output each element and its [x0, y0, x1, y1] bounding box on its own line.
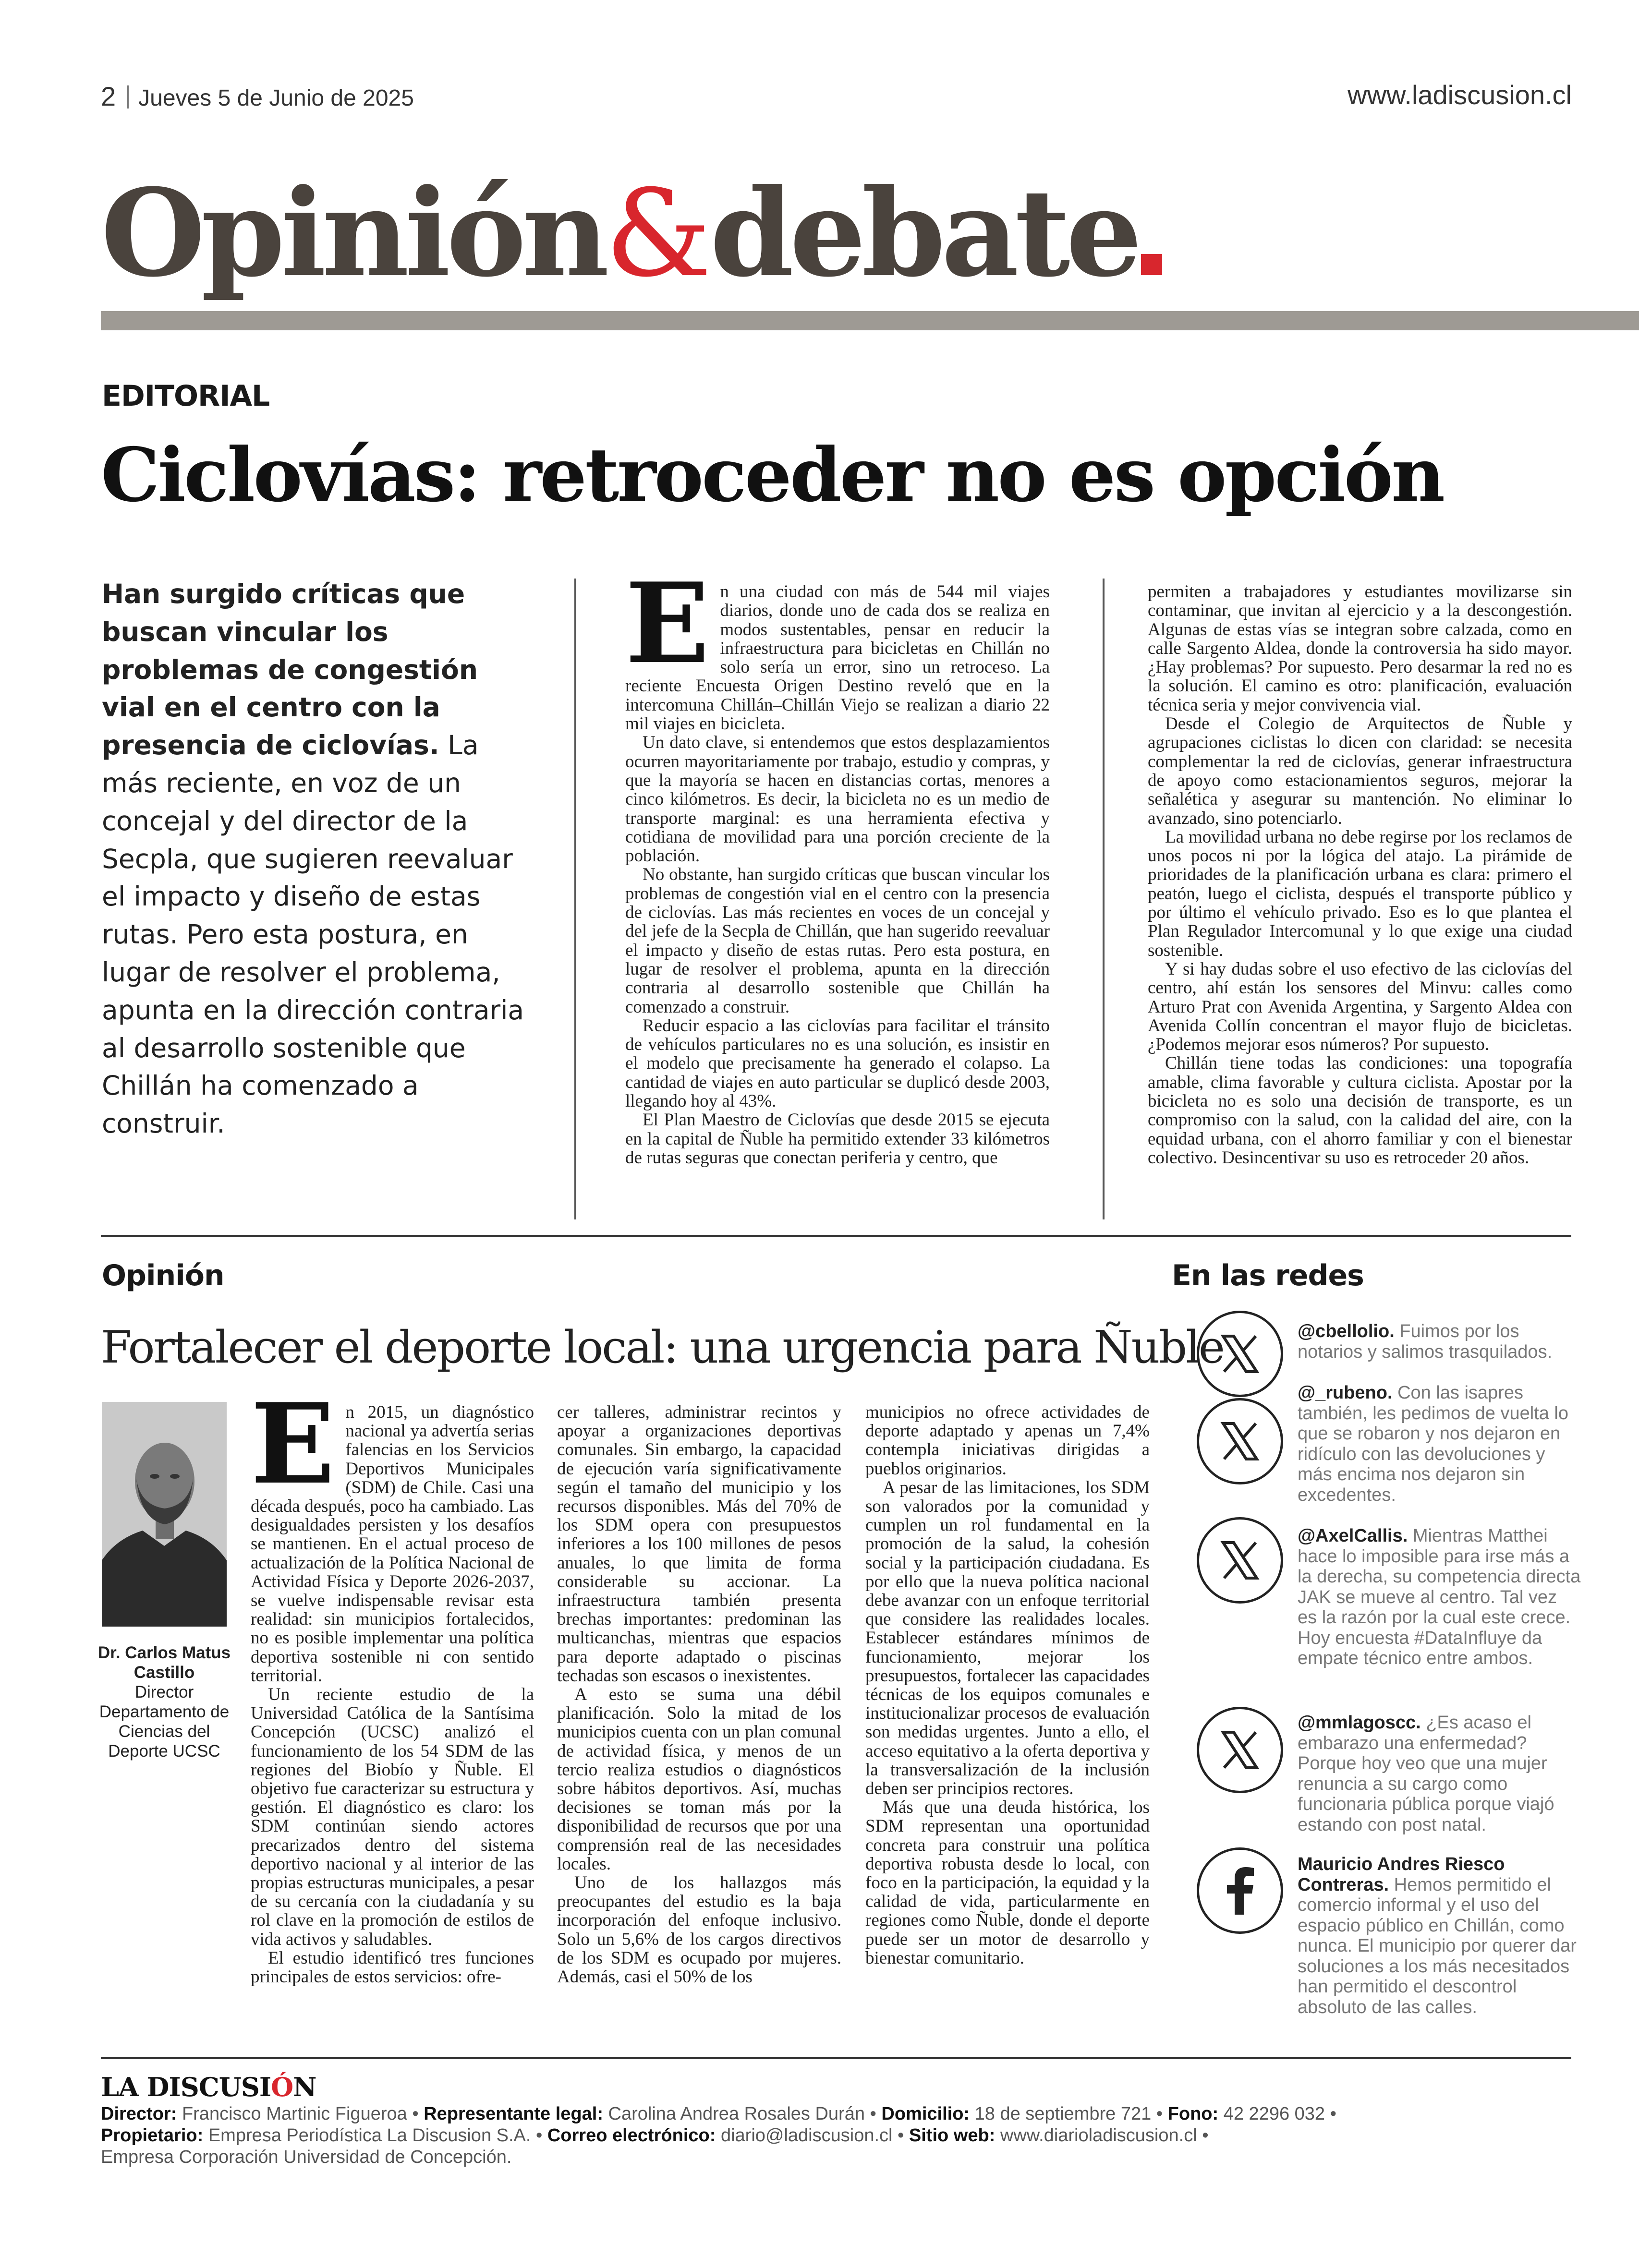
drop-cap: E	[625, 559, 710, 688]
x-logo-icon	[1197, 1398, 1283, 1484]
imprint-corporation: Empresa Corporación Universidad de Concepción.	[101, 2147, 512, 2167]
column-divider	[574, 579, 576, 1219]
author-role: Director Departamento de Ciencias del Deporte UCSC	[99, 1683, 230, 1761]
post-text: Fuimos por los notarios y salimos trasquilados.	[1298, 1321, 1553, 1362]
imprint-website[interactable]: www.diarioladiscusion.cl	[1000, 2125, 1197, 2146]
author-photo	[102, 1402, 227, 1627]
x-logo-icon	[1197, 1707, 1283, 1793]
paragraph: El Plan Maestro de Ciclovías que desde 2015 se ejecuta en la capital de Ñuble ha permitido extender 33 kilómetros de rutas seguras que conectan periferia y centro, que	[625, 1110, 1050, 1168]
imprint-email[interactable]: diario@ladiscusion.cl	[720, 2125, 893, 2146]
editorial-column-1	[625, 559, 1050, 1168]
paragraph: Y si hay dudas sobre el uso efectivo de las ciclovías del centro, ahí están los sensores del Minvu: calles como Arturo Prat con Avenida Argentina, y Sargento Aldea con Avenida Collín concentran el mayor flujo de bicicletas. ¿Podemos mejorar esos números? Por supuesto.	[1148, 959, 1572, 1055]
page-folio	[101, 81, 414, 112]
post-handle[interactable]: Mauricio Andres Riesco Contreras.	[1298, 1854, 1505, 1895]
post-text: Mientras Matthei hace lo imposible para irse más a la derecha, su competencia directa JAK se mueve al centro. Tal vez es la razón por la cual este crece. Hoy encuesta #DataInfluye da empate técnico entre ambos.	[1298, 1526, 1581, 1668]
opinion-column-3	[865, 1403, 1150, 1967]
paragraph: Un dato clave, si entendemos que estos desplazamientos ocurren mayoritariamente por trabajo, estudio y compras, y que la mayoría se hacen en distancias cortas, menores a cinco kilómetros. Es decir, la bicicleta no es un medio de transporte marginal: es una herramienta efectiva y cotidiana de movilidad para una porción creciente de la población.	[625, 733, 1050, 866]
paragraph: A esto se suma una débil planificación. Solo la mitad de los municipios cuenta con un plan comunal de actividad física, y menos de un tercio realiza estudios o diagnósticos sobre hábitos deportivos. Así, muchas decisiones se toman más por la disponibilidad de recursos que por una comprensión real de las necesidades locales.	[557, 1685, 841, 1874]
page-number: 2	[101, 81, 116, 111]
opinion-label: Opinión	[102, 1259, 224, 1292]
editorial-kicker: EDITORIAL	[102, 379, 270, 413]
imprint-value: Francisco Martinic Figueroa	[182, 2104, 407, 2124]
opinion-headline: Fortalecer el deporte local: una urgencia para Ñuble	[101, 1321, 1224, 1373]
post-handle[interactable]: @cbellolio.	[1298, 1321, 1395, 1341]
paragraph: cer talleres, administrar recintos y apoyar a organizaciones deportivas comunales. Sin embargo, la capacidad de ejecución varía significativamente según el tamaño del municipio y los recursos disponibles. Más del 70% de los SDM opera con presupuestos inferiores a los 100 millones de pesos anuales, lo que limita de forma considerable su accionar. La infraestructura también presenta brechas importantes: predominan las multicanchas, mientras que espacios para deporte adaptado o piscinas techadas son escasos o inexistentes.	[557, 1402, 841, 1686]
section-bar	[101, 311, 1639, 330]
opinion-column-1	[251, 1379, 534, 1987]
folio-divider	[127, 85, 129, 109]
drop-cap: E	[251, 1379, 335, 1509]
editorial-lede	[102, 575, 534, 1143]
column-divider	[1103, 579, 1105, 1219]
post-handle[interactable]: @_rubeno.	[1298, 1383, 1393, 1403]
editorial-column-2	[1148, 582, 1572, 1167]
x-logo-icon	[1197, 1517, 1283, 1604]
imprint-value: Empresa Periodística La Discusion S.A.	[208, 2125, 531, 2146]
imprint-value: 18 de septiembre 721	[974, 2104, 1152, 2124]
author-name: Dr. Carlos Matus Castillo	[97, 1643, 231, 1682]
post-text: Hemos permitido el comercio informal y el uso del espacio público en Chillán, como nunca. El municipio por querer dar soluciones a los más necesitados han permitido el descontrol absoluto de las calles.	[1298, 1874, 1577, 2017]
paragraph: Reducir espacio a las ciclovías para facilitar el tránsito de vehículos particulares no es una solución, es insistir en el modelo que precisamente ha generado el colapso. La cantidad de viajes en auto particular se duplicó desde 2003, llegando hoy al 43%.	[625, 1015, 1050, 1111]
section-masthead	[101, 162, 1162, 303]
imprint-label: Fono:	[1167, 2104, 1219, 2124]
logo-text: LA DISCUSI	[101, 2072, 271, 2102]
social-post	[1298, 1321, 1581, 1362]
paragraph: Chillán tiene todas las condiciones: una topografía amable, clima favorable y cultura ciclista. Apostar por la bicicleta no es solo una decisión de transporte, es un compromiso con la salud, con la calidad del aire, con la equidad urbana, con el ahorro familiar y con el bienestar colectivo. Desincentivar su uso es retroceder 20 años.	[1148, 1053, 1572, 1168]
imprint-label: Sitio web:	[909, 2125, 996, 2146]
paragraph: municipios no ofrece actividades de deporte adaptado y apenas un 7,4% contempla iniciativas dirigidas a pueblos originarios.	[865, 1402, 1150, 1479]
paragraph: n 2015, un diagnóstico nacional ya advertía serias falencias en los Servicios Deportivos Municipales (SDM) de Chile. Casi una década después, poco ha cambiado. Las desigualdades persisten y los desafíos se mantienen. En el actual proceso de actualización de la Política Nacional de Actividad Física y Deporte 2026-2037, se vuelve indispensable revisar esta realidad: sin municipios fortalecidos, no es posible implementar una política deportiva sostenible ni con sentido territorial.	[251, 1402, 534, 1686]
paragraph: No obstante, han surgido críticas que buscan vincular los problemas de congestión vial en el centro con la presencia de ciclovías. Las más recientes en voces de un concejal y del jefe de la Secpla de Chillán, que han sugerido reevaluar el impacto y diseño de estas rutas. Pero esta postura, en lugar de resolver el problema, apunta en la dirección contraria al desarrollo sostenible que Chillán ha comenzado a construir.	[625, 865, 1050, 1017]
paragraph: El estudio identificó tres funciones principales de estos servicios: ofre-	[251, 1948, 534, 1987]
social-post	[1298, 1383, 1581, 1505]
imprint-label: Propietario:	[101, 2125, 204, 2146]
masthead-red-dot	[1141, 254, 1162, 275]
paragraph: Desde el Colegio de Arquitectos de Ñuble y agrupaciones ciclistas lo dicen con claridad: se necesita complementar la red de ciclovías, generar infraestructura de apoyo como estacionamientos seguros, mejorar la señalética y asegurar su mantención. No eliminar lo avanzado, sino potenciarlo.	[1148, 714, 1572, 828]
section-divider	[101, 1235, 1571, 1237]
paragraph: A pesar de las limitaciones, los SDM son valorados por la comunidad y cumplen un rol fundamental en la promoción de la salud, la cohesión social y la participación ciudadana. Es por ello que la nueva política nacional debe avanzar con un enfoque territorial que considere las realidades locales. Establecer estándares mínimos de funcionamiento, mejorar los presupuestos, fortalecer las capacidades técnicas de los equipos comunales e institucionalizar procesos de evaluación son medidas urgentes. Junto a ello, el acceso equitativo a la oferta deportiva y la transversalización de la inclusión deben ser principios rectores.	[865, 1477, 1150, 1799]
paragraph: Un reciente estudio de la Universidad Católica de la Santísima Concepción (UCSC) analizó el funcionamiento de los 54 SDM de las regiones del Biobío y Ñuble. El objetivo fue caracterizar su estructura y gestión. El diagnóstico es claro: los SDM continúan siendo actores precarizados dentro del sistema deportivo nacional y al interior de las propias estructuras municipales, a pesar de su cercanía con la ciudadanía y su rol clave en la promoción de estilos de vida activos y saludables.	[251, 1685, 534, 1949]
post-text: ¿Es acaso el embarazo una enfermedad? Porque hoy veo que una mujer renuncia a su cargo como funcionaria pública porque viajó estando con post natal.	[1298, 1713, 1554, 1835]
social-label: En las redes	[1172, 1259, 1364, 1292]
x-logo-icon	[1197, 1311, 1283, 1397]
post-handle[interactable]: @mmlagoscc.	[1298, 1713, 1421, 1733]
facebook-logo-icon	[1197, 1847, 1283, 1934]
editorial-headline: Ciclovías: retroceder no es opción	[101, 432, 1444, 519]
footer-divider	[101, 2057, 1571, 2059]
post-handle[interactable]: @AxelCallis.	[1298, 1526, 1408, 1546]
imprint-label: Director:	[101, 2104, 177, 2124]
imprint-label: Domicilio:	[881, 2104, 970, 2124]
author-byline	[96, 1643, 232, 1761]
masthead-ampersand: &	[605, 164, 710, 303]
paragraph: Más que una deuda histórica, los SDM representan una oportunidad concreta para construir una política deportiva robusta desde lo local, con foco en la participación, la equidad y la calidad de vida, particularmente en regiones como Ñuble, donde el deporte puede ser un motor de desarrollo y bienestar comunitario.	[865, 1798, 1150, 1968]
logo-accent: Ó	[271, 2072, 293, 2102]
publication-date: Jueves 5 de Junio de 2025	[138, 85, 414, 111]
paragraph: Uno de los hallazgos más preocupantes del estudio es la baja incorporación del enfoque inclusivo. Solo un 5,6% de los cargos directivos de los SDM es ocupado por mujeres. Además, casi el 50% de los	[557, 1873, 841, 1987]
imprint-label: Representante legal:	[424, 2104, 603, 2124]
social-post	[1298, 1526, 1581, 1669]
logo-text-end: N	[293, 2072, 316, 2102]
masthead-opinion: Opinión	[101, 162, 605, 303]
opinion-column-2	[557, 1403, 841, 1986]
website-url[interactable]: www.ladiscusion.cl	[1348, 80, 1572, 110]
lede-rest: La más reciente, en voz de un concejal y del director de la Secpla, que sugieren reevaluar el impacto y diseño de estas rutas. Pero esta postura, en lugar de resolver el problema, apunta en la dirección contraria al desarrollo sostenible que Chillán ha comenzado a construir.	[102, 730, 524, 1139]
lede-bold: Han surgido críticas que buscan vincular los problemas de congestión vial en el centro con la presencia de ciclovías.	[102, 579, 478, 761]
imprint-value: 42 2296 032	[1223, 2104, 1325, 2124]
paragraph: n una ciudad con más de 544 mil viajes diarios, donde uno de cada dos se realiza en modos sustentables, pensar en reducir la infraestructura para bicicletas en Chillán no solo sería un error, sino un retroceso. La reciente Encuesta Origen Destino reveló que en la intercomuna Chillán–Chillán Viejo se realizan a diario 22 mil viajes en bicicleta.	[625, 582, 1050, 734]
imprint-label: Correo electrónico:	[547, 2125, 716, 2146]
imprint-value: Carolina Andrea Rosales Durán	[608, 2104, 865, 2124]
paragraph: permiten a trabajadores y estudiantes movilizarse sin contaminar, que invitan al ejercicio y a la descongestión. Algunas de estas vías se integran sobre calzada, como en calle Sargento Aldea, donde la controversia ha sido mayor. ¿Hay problemas? Por supuesto. Pero desarmar la red no es la solución. El camino es otro: planificación, evaluación técnica seria y mejor convivencia vial.	[1148, 582, 1572, 715]
newspaper-logo	[101, 2072, 316, 2102]
masthead-debate: debate	[710, 162, 1138, 303]
social-post	[1298, 1854, 1581, 2017]
paragraph: La movilidad urbana no debe regirse por los reclamos de unos pocos ni por la lógica del atajo. La pirámide de prioridades de la planificación urbana es clara: primero el peatón, luego el ciclista, después el transporte público y por último el vehículo privado. Eso es lo que plantea el Plan Regulador Intercomunal y lo que exige una ciudad sostenible.	[1148, 827, 1572, 960]
social-post	[1298, 1713, 1581, 1835]
post-text: Con las isapres también, les pedimos de vuelta lo que se robaron y nos dejaron en ridículo con las devoluciones y más encima nos dejaron sin excedentes.	[1298, 1383, 1568, 1505]
imprint: Director: Francisco Martinic Figueroa • Representante legal: Carolina Andrea Rosales Durán • Domicilio: 18 de septiembre 721 • Fono: 42 2296 032 • Propietario: Empresa Periodística La Discusion S.A. • Correo electrónico: diario@ladiscusion.cl • Sitio web: www.diarioladiscusion.cl • Empresa Corporación Universidad de Concepción.	[101, 2104, 1336, 2167]
